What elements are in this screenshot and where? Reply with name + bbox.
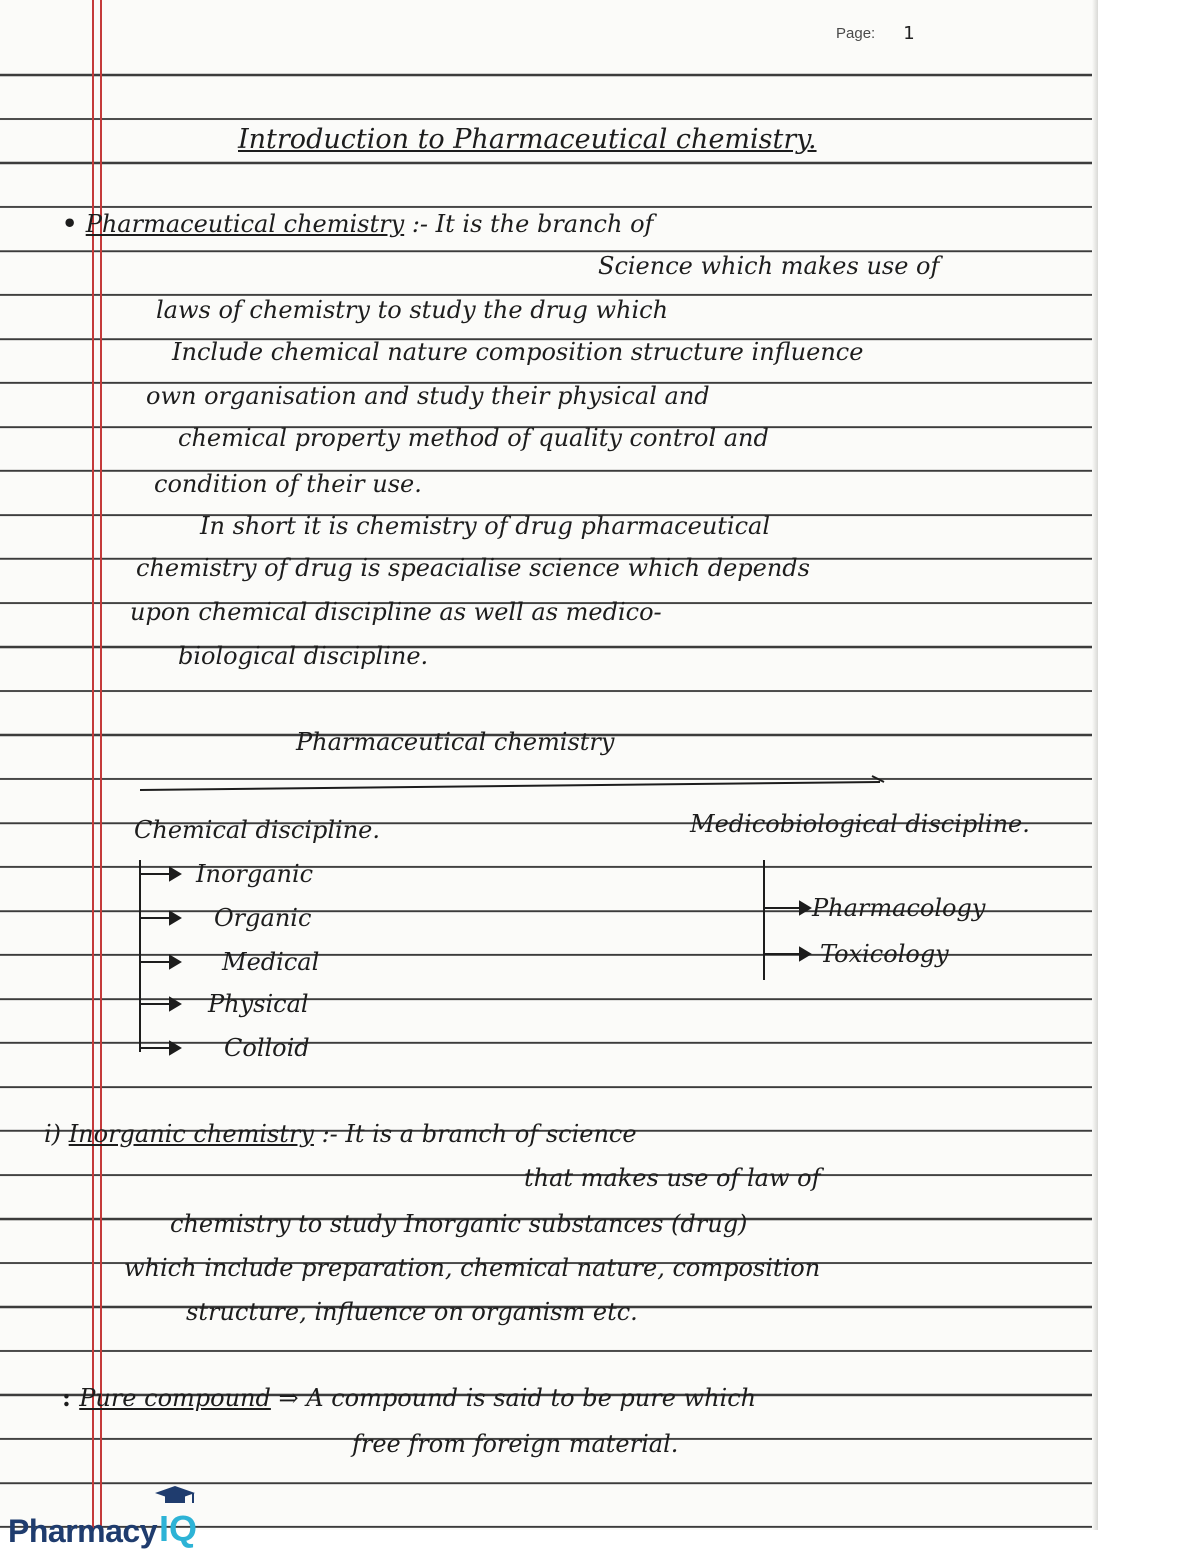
brand-word: Pharmacy (8, 1513, 157, 1549)
summary-line: upon chemical discipline as well as medico- (130, 598, 662, 626)
section-number: i) (44, 1120, 62, 1148)
pure-compound-line: free from foreign material. (352, 1430, 679, 1458)
summary-line: In short it is chemistry of drug pharmaceutical (200, 512, 771, 540)
bullet-dot: : (62, 1383, 80, 1412)
tree-right-heading: Medicobiological discipline. (690, 810, 1030, 838)
page-label: Page: (836, 24, 876, 42)
inorganic-first-line (44, 1122, 637, 1146)
arrowhead (170, 998, 180, 1010)
definition-line: :- It is the branch of (411, 210, 654, 238)
page-title: Introduction to Pharmaceutical chemistry. (238, 124, 817, 155)
inorganic-line: chemistry to study Inorganic substances (drug) (170, 1210, 748, 1238)
arrowhead (170, 868, 180, 880)
tree-left-item: Inorganic (196, 860, 314, 888)
tree-left-item: Physical (208, 990, 309, 1018)
tree-left-heading: Chemical discipline. (134, 816, 380, 844)
brand-mark (159, 1508, 197, 1550)
tree-right-item: Toxicology (820, 940, 949, 968)
brand-mark-text: IQ (158, 1508, 197, 1549)
inorganic-line: which include preparation, chemical nature, composition (124, 1254, 821, 1282)
tree-top-line (140, 782, 880, 790)
summary-line: biological discipline. (178, 642, 429, 670)
page-number-box (836, 20, 1024, 46)
summary-line: chemistry of drug is speacialise science which depends (136, 554, 810, 582)
arrowhead (170, 956, 180, 968)
pure-compound-term: Pure compound (79, 1384, 271, 1412)
arrowhead (170, 912, 180, 924)
definition-line: laws of chemistry to study the drug which (156, 296, 669, 324)
tree-root: Pharmaceutical chemistry (296, 728, 615, 756)
pure-compound-line: ⇒ A compound is said to be pure which (278, 1384, 757, 1412)
definition-line: Include chemical nature composition structure influence (172, 338, 864, 366)
tree-left-item: Medical (222, 948, 320, 976)
arrowhead (800, 902, 810, 914)
brand-logo (8, 1490, 197, 1550)
definition-first-line (62, 209, 654, 238)
definition-line: condition of their use. (154, 470, 422, 498)
bullet-dot: • (62, 209, 86, 238)
definition-line: own organisation and study their physical and (146, 382, 710, 410)
arrowhead (800, 948, 810, 960)
tree-top-arrow (872, 776, 884, 782)
inorganic-line: that makes use of law of (524, 1164, 821, 1192)
definition-term: Pharmaceutical chemistry (85, 210, 405, 238)
tree-left-item: Organic (214, 904, 312, 932)
page-number: 1 (903, 22, 915, 44)
inorganic-line: :- It is a branch of science (321, 1120, 637, 1148)
arrowhead (170, 1042, 180, 1054)
definition-line: Science which makes use of (598, 252, 940, 280)
tree-right-item: Pharmacology (812, 894, 986, 922)
graduation-cap-icon (153, 1484, 197, 1506)
inorganic-line: structure, influence on organism etc. (186, 1298, 638, 1326)
inorganic-term: Inorganic chemistry (68, 1120, 314, 1148)
definition-line: chemical property method of quality control and (178, 424, 769, 452)
pure-compound-first-line (62, 1383, 757, 1412)
tree-left-item: Colloid (224, 1034, 310, 1062)
page-edge-shadow (1092, 0, 1098, 1530)
